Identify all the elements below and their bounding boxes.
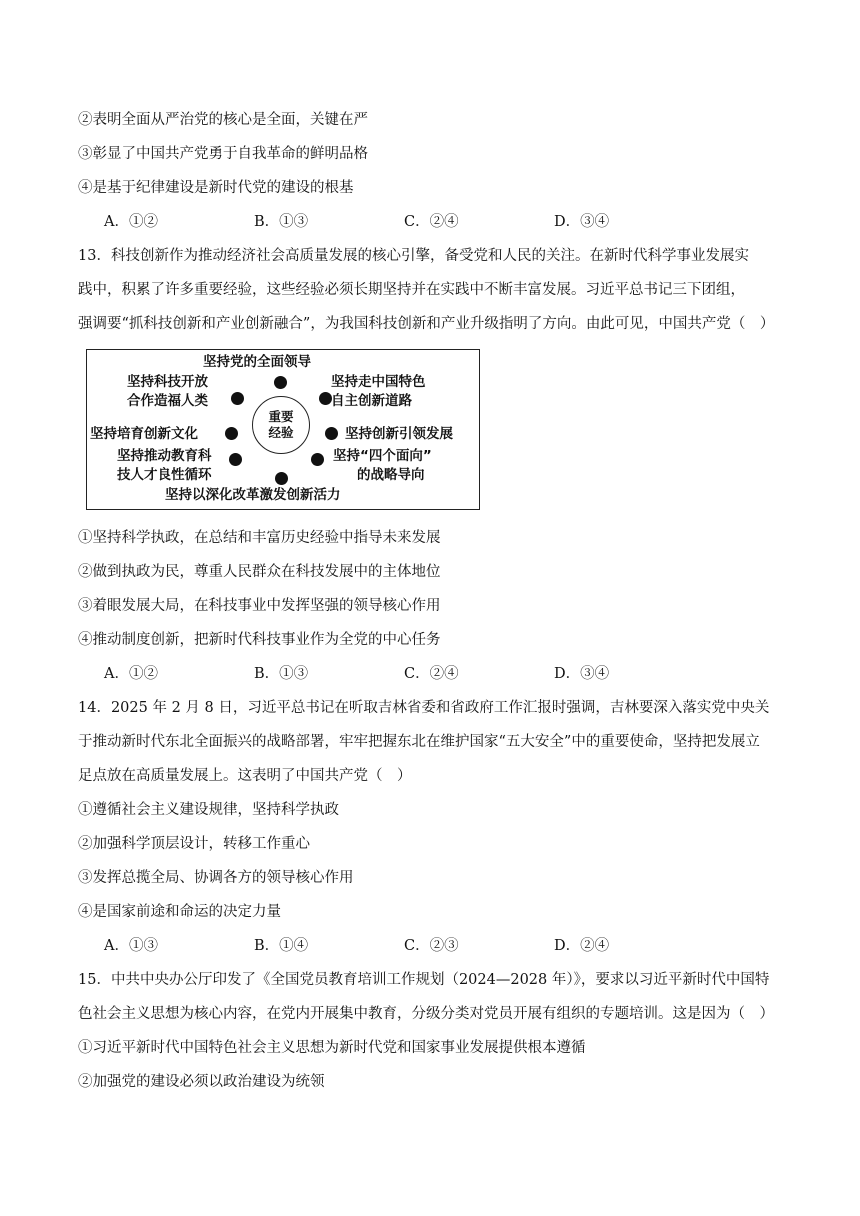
q14-option-b: B．①④ <box>254 938 309 954</box>
q13-option-a: A．①② <box>104 666 158 682</box>
diagram-label-right-lower-2: 的战略导向 <box>357 467 425 483</box>
q12-statement-3: ③彰显了中国共产党勇于自我革命的鲜明品格 <box>78 146 368 162</box>
q13-statement-3: ③着眼发展大局，在科技事业中发挥坚强的领导核心作用 <box>78 598 441 614</box>
q12-option-a: A．①② <box>104 214 158 230</box>
diagram-label-left-lower-2: 技人才良性循环 <box>117 467 212 483</box>
diagram-label-left-upper-1: 坚持科技开放 <box>127 374 208 390</box>
q13-statement-4: ④推动制度创新，把新时代科技事业作为全党的中心任务 <box>78 632 441 648</box>
q14-statement-2: ②加强科学顶层设计，转移工作重心 <box>78 836 310 852</box>
diagram-label-top: 坚持党的全面领导 <box>203 354 311 370</box>
q14-statement-3: ③发挥总揽全局、协调各方的领导核心作用 <box>78 870 354 886</box>
q14-option-c: C．②③ <box>404 938 459 954</box>
q12-statement-2: ②表明全面从严治党的核心是全面，关键在严 <box>78 112 368 128</box>
q12-option-c: C．②④ <box>404 214 459 230</box>
q15-stem-line-2: 色社会主义思想为核心内容，在党内开展集中教育，分级分类对党员开展有组织的专题培训。这是因为（ ） <box>78 1006 774 1022</box>
diagram-center-circle <box>252 396 310 454</box>
q13-option-c: C．②④ <box>404 666 459 682</box>
diagram-label-left-upper-2: 合作造福人类 <box>127 393 208 409</box>
q13-statement-1: ①坚持科学执政，在总结和丰富历史经验中指导未来发展 <box>78 530 441 546</box>
q14-option-a: A．①③ <box>104 938 158 954</box>
q14-stem-line-3: 足点放在高质量发展上。这表明了中国共产党（ ） <box>78 768 412 784</box>
diagram-label-bottom: 坚持以深化改革激发创新活力 <box>165 487 341 503</box>
q14-statement-1: ①遵循社会主义建设规律，坚持科学执政 <box>78 802 339 818</box>
q15-statement-2: ②加强党的建设必须以政治建设为统领 <box>78 1074 325 1090</box>
q12-option-d: D．③④ <box>554 214 610 230</box>
diagram-label-left-mid: 坚持培育创新文化 <box>90 426 198 442</box>
diagram-dot-left-mid <box>225 427 238 440</box>
experience-diagram <box>86 349 480 510</box>
q14-stem-line-2: 于推动新时代东北全面振兴的战略部署，牢牢把握东北在维护国家“五大安全”中的重要使命，坚持把发展立 <box>78 734 760 750</box>
q13-statement-2: ②做到执政为民，尊重人民群众在科技发展中的主体地位 <box>78 564 441 580</box>
diagram-label-right-upper-1: 坚持走中国特色 <box>331 374 426 390</box>
q13-options <box>104 664 704 684</box>
q14-options <box>104 936 704 956</box>
diagram-label-right-upper-2: 自主创新道路 <box>331 393 412 409</box>
q15-statement-1: ①习近平新时代中国特色社会主义思想为新时代党和国家事业发展提供根本遵循 <box>78 1040 586 1056</box>
q13-stem-line-2: 践中，积累了许多重要经验，这些经验必须长期坚持并在实践中不断丰富发展。习近平总书记三下团组， <box>78 282 745 298</box>
q15-stem-line-1: 15．中共中央办公厅印发了《全国党员教育培训工作规划（2024—2028 年）》，要求以习近平新时代中国特 <box>78 972 770 988</box>
diagram-label-left-lower-1: 坚持推动教育科 <box>117 448 212 464</box>
q14-option-d: D．②④ <box>554 938 610 954</box>
diagram-dot-top <box>274 376 287 389</box>
q13-stem-line-3: 强调要“抓科技创新和产业创新融合”，为我国科技创新和产业升级指明了方向。由此可见，中国共产党（ ） <box>78 316 775 332</box>
diagram-dot-left-upper <box>231 392 244 405</box>
diagram-label-right-lower-1: 坚持“四个面向” <box>333 448 432 464</box>
diagram-dot-right-mid <box>325 427 338 440</box>
q14-statement-4: ④是国家前途和命运的决定力量 <box>78 904 281 920</box>
diagram-center-line-2: 经验 <box>268 425 294 440</box>
q13-option-d: D．③④ <box>554 666 610 682</box>
q13-option-b: B．①③ <box>254 666 309 682</box>
q12-options <box>104 212 704 232</box>
q12-option-b: B．①③ <box>254 214 309 230</box>
diagram-dot-left-lower <box>229 453 242 466</box>
diagram-center-line-1: 重要 <box>268 409 294 424</box>
q12-statement-4: ④是基于纪律建设是新时代党的建设的根基 <box>78 180 354 196</box>
q14-stem-line-1: 14．2025 年 2 月 8 日，习近平总书记在听取吉林省委和省政府工作汇报时强调，吉林要深入落实党中央关 <box>78 700 770 716</box>
diagram-dot-bottom <box>275 472 288 485</box>
diagram-dot-right-lower <box>311 453 324 466</box>
diagram-label-right-mid: 坚持创新引领发展 <box>345 426 453 442</box>
q13-stem-line-1: 13．科技创新作为推动经济社会高质量发展的核心引擎，备受党和人民的关注。在新时代科学事业发展实 <box>78 248 749 264</box>
